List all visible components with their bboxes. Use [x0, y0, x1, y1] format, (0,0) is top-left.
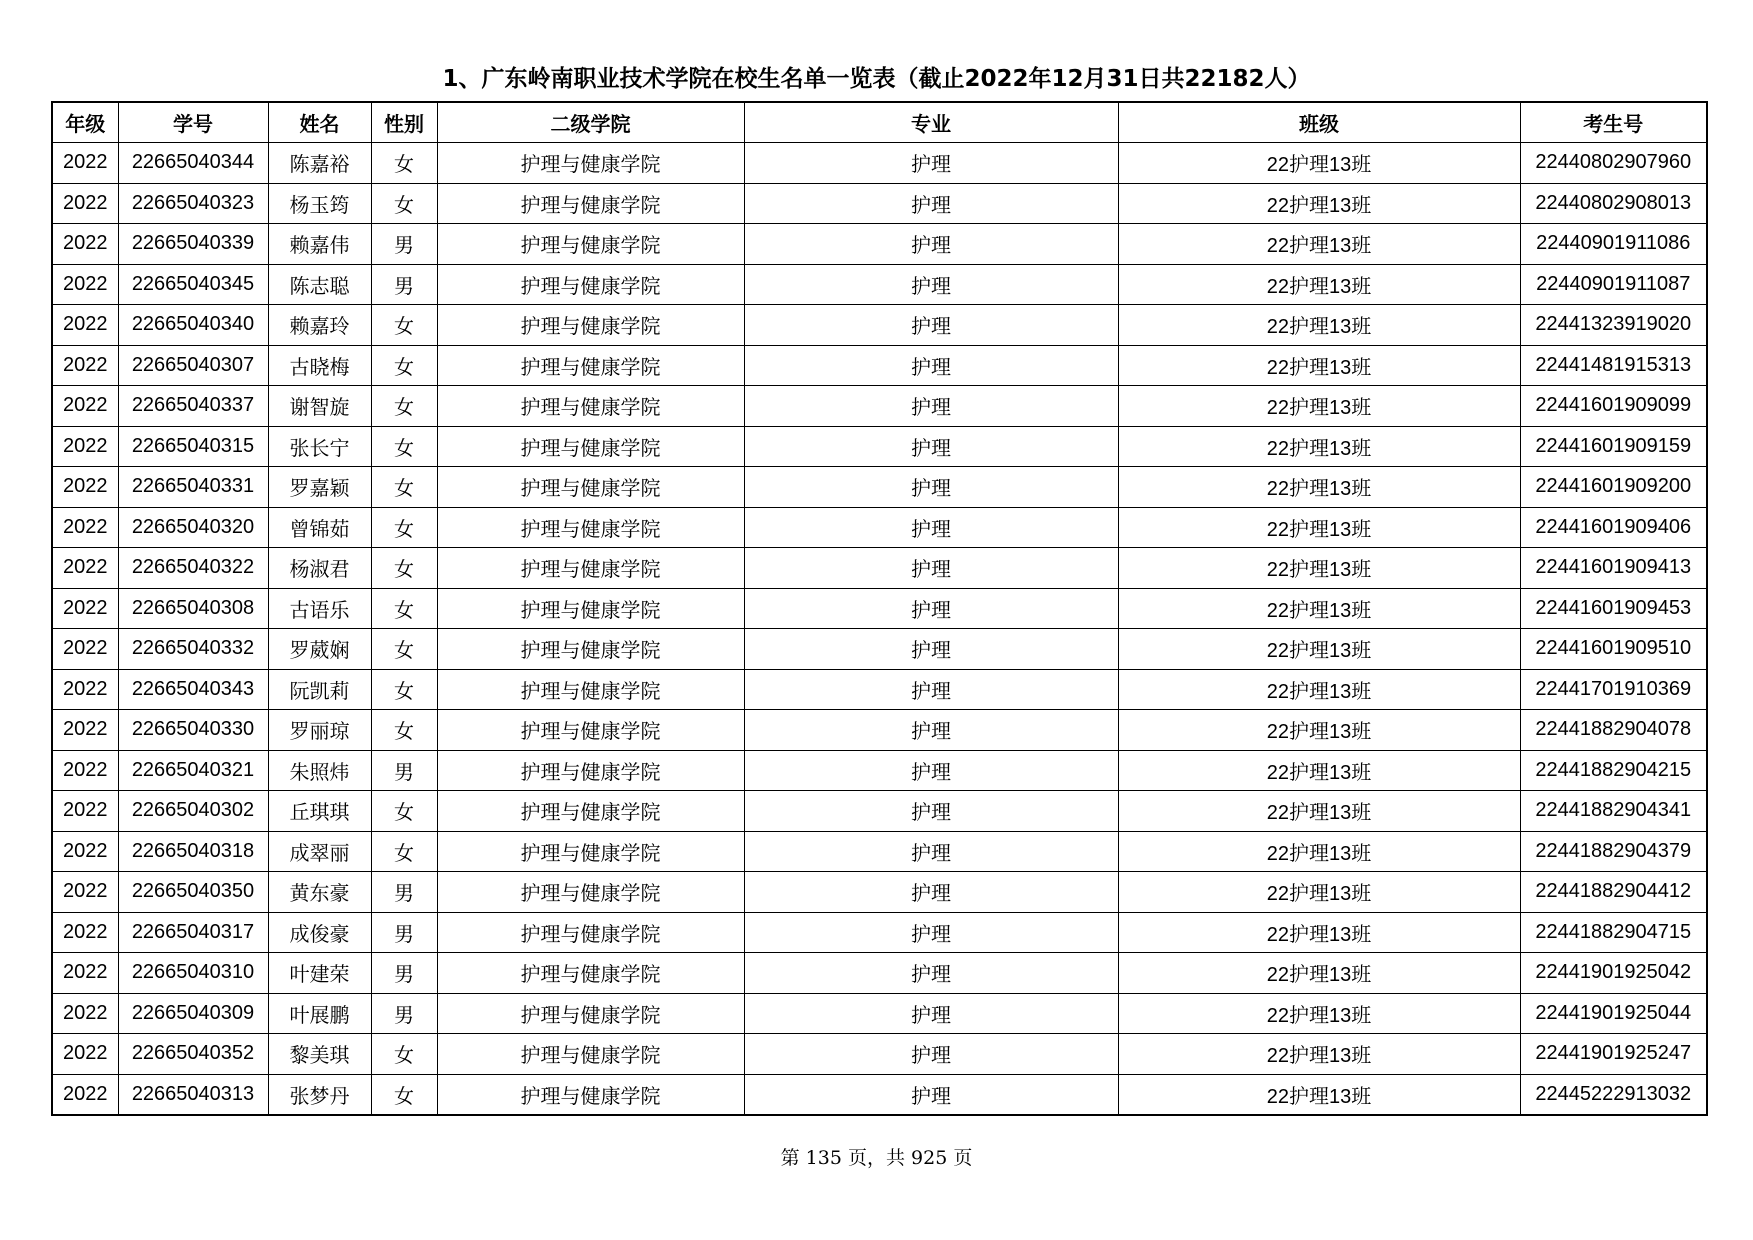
cell-exam-id: 22441601909406 [1520, 507, 1707, 548]
cell-gender: 女 [371, 183, 437, 224]
cell-college: 护理与健康学院 [437, 183, 744, 224]
table-header [52, 102, 1707, 143]
cell-college: 护理与健康学院 [437, 1074, 744, 1115]
column-header-major: 专业 [744, 102, 1118, 143]
table-row [52, 467, 1707, 508]
cell-grade: 2022 [52, 710, 118, 751]
cell-exam-id: 22441882904715 [1520, 912, 1707, 953]
cell-student-id: 22665040308 [118, 588, 268, 629]
cell-class: 22护理13班 [1118, 426, 1520, 467]
cell-class: 22护理13班 [1118, 588, 1520, 629]
cell-major: 护理 [744, 953, 1118, 994]
cell-student-id: 22665040309 [118, 993, 268, 1034]
cell-name: 成翠丽 [268, 831, 371, 872]
cell-major: 护理 [744, 426, 1118, 467]
cell-student-id: 22665040337 [118, 386, 268, 427]
cell-college: 护理与健康学院 [437, 426, 744, 467]
cell-exam-id: 22440901911087 [1520, 264, 1707, 305]
cell-college: 护理与健康学院 [437, 507, 744, 548]
cell-major: 护理 [744, 791, 1118, 832]
cell-gender: 女 [371, 345, 437, 386]
student-roster-table [51, 101, 1708, 1116]
cell-exam-id: 22441901925044 [1520, 993, 1707, 1034]
cell-name: 曾锦茹 [268, 507, 371, 548]
column-header-grade: 年级 [52, 102, 118, 143]
cell-major: 护理 [744, 467, 1118, 508]
cell-class: 22护理13班 [1118, 143, 1520, 184]
cell-grade: 2022 [52, 426, 118, 467]
cell-exam-id: 22440802908013 [1520, 183, 1707, 224]
cell-student-id: 22665040331 [118, 467, 268, 508]
cell-grade: 2022 [52, 993, 118, 1034]
table-row [52, 912, 1707, 953]
cell-name: 罗丽琼 [268, 710, 371, 751]
cell-college: 护理与健康学院 [437, 224, 744, 265]
cell-gender: 女 [371, 467, 437, 508]
cell-gender: 女 [371, 588, 437, 629]
cell-gender: 女 [371, 426, 437, 467]
cell-major: 护理 [744, 669, 1118, 710]
cell-college: 护理与健康学院 [437, 872, 744, 913]
cell-name: 陈志聪 [268, 264, 371, 305]
cell-major: 护理 [744, 264, 1118, 305]
cell-grade: 2022 [52, 345, 118, 386]
cell-major: 护理 [744, 831, 1118, 872]
cell-exam-id: 22441601909200 [1520, 467, 1707, 508]
cell-grade: 2022 [52, 1034, 118, 1075]
cell-exam-id: 22441882904341 [1520, 791, 1707, 832]
cell-gender: 女 [371, 305, 437, 346]
cell-class: 22护理13班 [1118, 750, 1520, 791]
cell-gender: 女 [371, 507, 437, 548]
cell-name: 杨玉筠 [268, 183, 371, 224]
cell-grade: 2022 [52, 791, 118, 832]
table-row [52, 993, 1707, 1034]
cell-college: 护理与健康学院 [437, 993, 744, 1034]
cell-class: 22护理13班 [1118, 467, 1520, 508]
cell-gender: 男 [371, 224, 437, 265]
cell-college: 护理与健康学院 [437, 953, 744, 994]
table-row [52, 629, 1707, 670]
cell-student-id: 22665040310 [118, 953, 268, 994]
column-header-name: 姓名 [268, 102, 371, 143]
cell-name: 朱照炜 [268, 750, 371, 791]
table-row [52, 953, 1707, 994]
page-title: 1、广东岭南职业技术学院在校生名单一览表（截止2022年12月31日共22182人） [442, 66, 1311, 92]
cell-grade: 2022 [52, 953, 118, 994]
cell-grade: 2022 [52, 831, 118, 872]
cell-college: 护理与健康学院 [437, 669, 744, 710]
column-header-exam-id: 考生号 [1520, 102, 1707, 143]
cell-name: 谢智旋 [268, 386, 371, 427]
table-row [52, 1034, 1707, 1075]
cell-exam-id: 22440901911086 [1520, 224, 1707, 265]
table-row [52, 143, 1707, 184]
table-row [52, 669, 1707, 710]
cell-grade: 2022 [52, 669, 118, 710]
cell-gender: 女 [371, 831, 437, 872]
cell-major: 护理 [744, 345, 1118, 386]
cell-exam-id: 22441601909510 [1520, 629, 1707, 670]
cell-name: 黄东豪 [268, 872, 371, 913]
cell-exam-id: 22441901925042 [1520, 953, 1707, 994]
cell-grade: 2022 [52, 912, 118, 953]
cell-grade: 2022 [52, 264, 118, 305]
cell-name: 古语乐 [268, 588, 371, 629]
table-row [52, 507, 1707, 548]
column-header-class: 班级 [1118, 102, 1520, 143]
cell-class: 22护理13班 [1118, 831, 1520, 872]
cell-name: 阮凯莉 [268, 669, 371, 710]
cell-student-id: 22665040352 [118, 1034, 268, 1075]
table-row [52, 305, 1707, 346]
cell-gender: 女 [371, 143, 437, 184]
cell-grade: 2022 [52, 386, 118, 427]
cell-grade: 2022 [52, 750, 118, 791]
cell-name: 黎美琪 [268, 1034, 371, 1075]
cell-exam-id: 22441601909453 [1520, 588, 1707, 629]
cell-name: 罗嘉颖 [268, 467, 371, 508]
cell-major: 护理 [744, 386, 1118, 427]
cell-name: 丘琪琪 [268, 791, 371, 832]
cell-college: 护理与健康学院 [437, 345, 744, 386]
cell-gender: 男 [371, 912, 437, 953]
cell-student-id: 22665040345 [118, 264, 268, 305]
cell-class: 22护理13班 [1118, 710, 1520, 751]
cell-student-id: 22665040340 [118, 305, 268, 346]
cell-class: 22护理13班 [1118, 224, 1520, 265]
cell-student-id: 22665040332 [118, 629, 268, 670]
cell-class: 22护理13班 [1118, 183, 1520, 224]
cell-name: 叶建荣 [268, 953, 371, 994]
cell-gender: 男 [371, 872, 437, 913]
cell-name: 赖嘉玲 [268, 305, 371, 346]
cell-exam-id: 22445222913032 [1520, 1074, 1707, 1115]
cell-college: 护理与健康学院 [437, 629, 744, 670]
cell-college: 护理与健康学院 [437, 1034, 744, 1075]
cell-class: 22护理13班 [1118, 872, 1520, 913]
cell-student-id: 22665040307 [118, 345, 268, 386]
cell-exam-id: 22441882904215 [1520, 750, 1707, 791]
cell-major: 护理 [744, 588, 1118, 629]
table-row [52, 548, 1707, 589]
cell-class: 22护理13班 [1118, 1074, 1520, 1115]
cell-major: 护理 [744, 143, 1118, 184]
cell-name: 罗葳娴 [268, 629, 371, 670]
cell-grade: 2022 [52, 224, 118, 265]
header-row [52, 102, 1707, 143]
cell-grade: 2022 [52, 588, 118, 629]
cell-grade: 2022 [52, 143, 118, 184]
cell-class: 22护理13班 [1118, 912, 1520, 953]
cell-gender: 女 [371, 386, 437, 427]
cell-major: 护理 [744, 548, 1118, 589]
cell-student-id: 22665040330 [118, 710, 268, 751]
cell-class: 22护理13班 [1118, 629, 1520, 670]
table-row [52, 588, 1707, 629]
cell-student-id: 22665040343 [118, 669, 268, 710]
table-row [52, 386, 1707, 427]
cell-college: 护理与健康学院 [437, 548, 744, 589]
table-row [52, 345, 1707, 386]
cell-name: 杨淑君 [268, 548, 371, 589]
cell-grade: 2022 [52, 183, 118, 224]
cell-college: 护理与健康学院 [437, 264, 744, 305]
cell-name: 赖嘉伟 [268, 224, 371, 265]
table-row [52, 1074, 1707, 1115]
cell-major: 护理 [744, 710, 1118, 751]
cell-grade: 2022 [52, 305, 118, 346]
cell-name: 张长宁 [268, 426, 371, 467]
column-header-college: 二级学院 [437, 102, 744, 143]
cell-college: 护理与健康学院 [437, 831, 744, 872]
table-row [52, 710, 1707, 751]
cell-college: 护理与健康学院 [437, 386, 744, 427]
cell-gender: 女 [371, 669, 437, 710]
cell-student-id: 22665040317 [118, 912, 268, 953]
cell-student-id: 22665040339 [118, 224, 268, 265]
cell-major: 护理 [744, 507, 1118, 548]
cell-student-id: 22665040313 [118, 1074, 268, 1115]
cell-grade: 2022 [52, 467, 118, 508]
cell-major: 护理 [744, 224, 1118, 265]
cell-class: 22护理13班 [1118, 264, 1520, 305]
page-number-footer: 第 135 页，共 925 页 [780, 1147, 973, 1169]
cell-gender: 男 [371, 750, 437, 791]
cell-major: 护理 [744, 912, 1118, 953]
cell-student-id: 22665040320 [118, 507, 268, 548]
cell-name: 古晓梅 [268, 345, 371, 386]
table-row [52, 831, 1707, 872]
table-row [52, 224, 1707, 265]
cell-exam-id: 22441901925247 [1520, 1034, 1707, 1075]
table-row [52, 750, 1707, 791]
cell-exam-id: 22441481915313 [1520, 345, 1707, 386]
cell-student-id: 22665040302 [118, 791, 268, 832]
table-row [52, 183, 1707, 224]
cell-gender: 男 [371, 993, 437, 1034]
cell-grade: 2022 [52, 1074, 118, 1115]
cell-student-id: 22665040350 [118, 872, 268, 913]
table-row [52, 791, 1707, 832]
cell-major: 护理 [744, 750, 1118, 791]
cell-exam-id: 22441701910369 [1520, 669, 1707, 710]
cell-student-id: 22665040322 [118, 548, 268, 589]
column-header-student-id: 学号 [118, 102, 268, 143]
cell-exam-id: 22441323919020 [1520, 305, 1707, 346]
cell-class: 22护理13班 [1118, 345, 1520, 386]
table-body [52, 143, 1707, 1116]
cell-gender: 女 [371, 629, 437, 670]
cell-class: 22护理13班 [1118, 507, 1520, 548]
cell-class: 22护理13班 [1118, 669, 1520, 710]
cell-exam-id: 22440802907960 [1520, 143, 1707, 184]
cell-exam-id: 22441882904078 [1520, 710, 1707, 751]
cell-class: 22护理13班 [1118, 386, 1520, 427]
cell-gender: 女 [371, 1074, 437, 1115]
cell-gender: 女 [371, 548, 437, 589]
cell-college: 护理与健康学院 [437, 710, 744, 751]
cell-college: 护理与健康学院 [437, 467, 744, 508]
cell-major: 护理 [744, 629, 1118, 670]
cell-college: 护理与健康学院 [437, 588, 744, 629]
cell-student-id: 22665040344 [118, 143, 268, 184]
cell-student-id: 22665040315 [118, 426, 268, 467]
cell-exam-id: 22441882904379 [1520, 831, 1707, 872]
cell-exam-id: 22441601909159 [1520, 426, 1707, 467]
cell-class: 22护理13班 [1118, 953, 1520, 994]
table-row [52, 426, 1707, 467]
cell-student-id: 22665040318 [118, 831, 268, 872]
cell-major: 护理 [744, 1074, 1118, 1115]
cell-gender: 女 [371, 791, 437, 832]
cell-major: 护理 [744, 183, 1118, 224]
cell-class: 22护理13班 [1118, 1034, 1520, 1075]
table-row [52, 264, 1707, 305]
cell-class: 22护理13班 [1118, 305, 1520, 346]
cell-college: 护理与健康学院 [437, 143, 744, 184]
cell-major: 护理 [744, 1034, 1118, 1075]
table-row [52, 872, 1707, 913]
cell-exam-id: 22441601909413 [1520, 548, 1707, 589]
cell-gender: 女 [371, 710, 437, 751]
cell-grade: 2022 [52, 629, 118, 670]
cell-college: 护理与健康学院 [437, 912, 744, 953]
cell-major: 护理 [744, 305, 1118, 346]
cell-grade: 2022 [52, 548, 118, 589]
cell-class: 22护理13班 [1118, 993, 1520, 1034]
cell-exam-id: 22441882904412 [1520, 872, 1707, 913]
cell-gender: 女 [371, 1034, 437, 1075]
cell-grade: 2022 [52, 507, 118, 548]
cell-student-id: 22665040321 [118, 750, 268, 791]
column-header-gender: 性别 [371, 102, 437, 143]
cell-grade: 2022 [52, 872, 118, 913]
cell-name: 陈嘉裕 [268, 143, 371, 184]
cell-name: 叶展鹏 [268, 993, 371, 1034]
cell-college: 护理与健康学院 [437, 750, 744, 791]
cell-college: 护理与健康学院 [437, 305, 744, 346]
cell-college: 护理与健康学院 [437, 791, 744, 832]
cell-name: 成俊豪 [268, 912, 371, 953]
cell-major: 护理 [744, 872, 1118, 913]
cell-major: 护理 [744, 993, 1118, 1034]
cell-gender: 男 [371, 264, 437, 305]
cell-gender: 男 [371, 953, 437, 994]
cell-name: 张梦丹 [268, 1074, 371, 1115]
cell-student-id: 22665040323 [118, 183, 268, 224]
cell-exam-id: 22441601909099 [1520, 386, 1707, 427]
cell-class: 22护理13班 [1118, 791, 1520, 832]
cell-class: 22护理13班 [1118, 548, 1520, 589]
